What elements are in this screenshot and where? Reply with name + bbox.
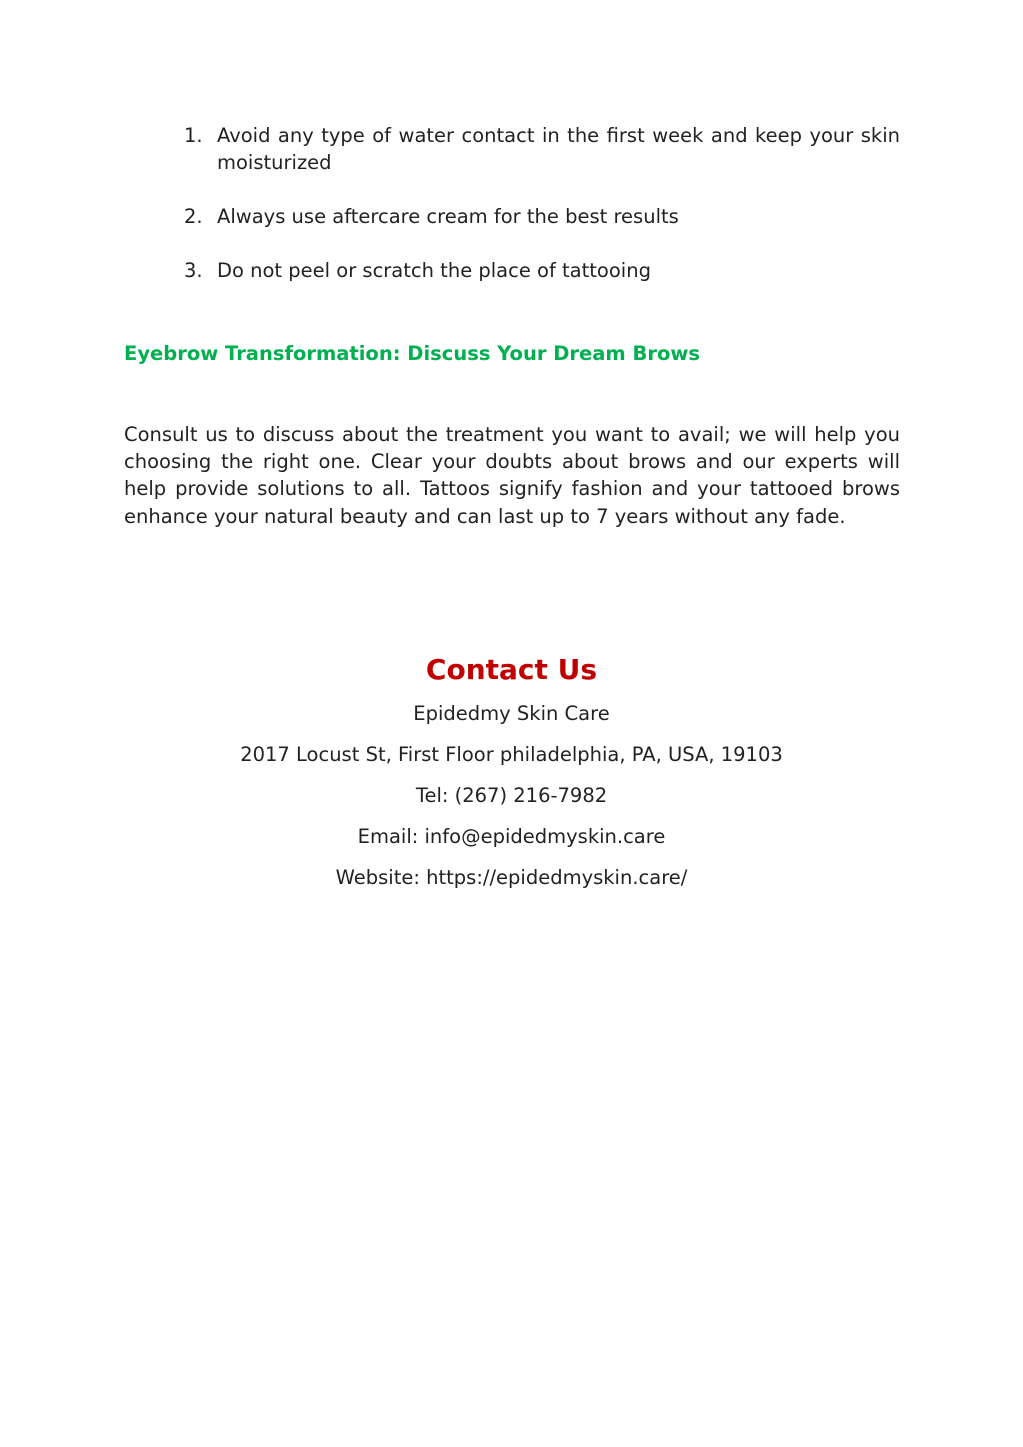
list-item-text: Do not peel or scratch the place of tattooing — [217, 259, 651, 282]
body-paragraph: Consult us to discuss about the treatment you want to avail; we will help you choosing the right one. Clear your doubts about brows and our experts will help provide solutions to all. Tattoos signify fashion and your tattooed brows enhance your natural beauty and can last up to 7 years without any fade. — [124, 423, 900, 528]
list-item — [184, 203, 900, 230]
address-line: 2017 Locust St, First Floor philadelphia, PA, USA, 19103 — [240, 743, 783, 766]
list-item-number: 2. — [184, 205, 203, 228]
list-item-text: Always use aftercare cream for the best results — [217, 205, 679, 228]
section-heading: Eyebrow Transformation: Discuss Your Dream Brows — [124, 342, 701, 365]
contact-block — [0, 650, 1023, 905]
list-item — [184, 122, 900, 176]
list-item-number: 3. — [184, 259, 203, 282]
company-name: Epidedmy Skin Care — [413, 702, 610, 725]
list-item-text: Avoid any type of water contact in the first week and keep your skin moisturized — [217, 124, 900, 174]
contact-title: Contact Us — [425, 653, 598, 686]
phone-line: Tel: (267) 216-7982 — [415, 784, 608, 807]
website-line: Website: https://epidedmyskin.care/ — [335, 866, 688, 889]
list-item-number: 1. — [184, 124, 203, 147]
email-line: Email: info@epidedmyskin.care — [357, 825, 666, 848]
aftercare-steps-list — [184, 122, 900, 311]
list-item — [184, 257, 900, 284]
